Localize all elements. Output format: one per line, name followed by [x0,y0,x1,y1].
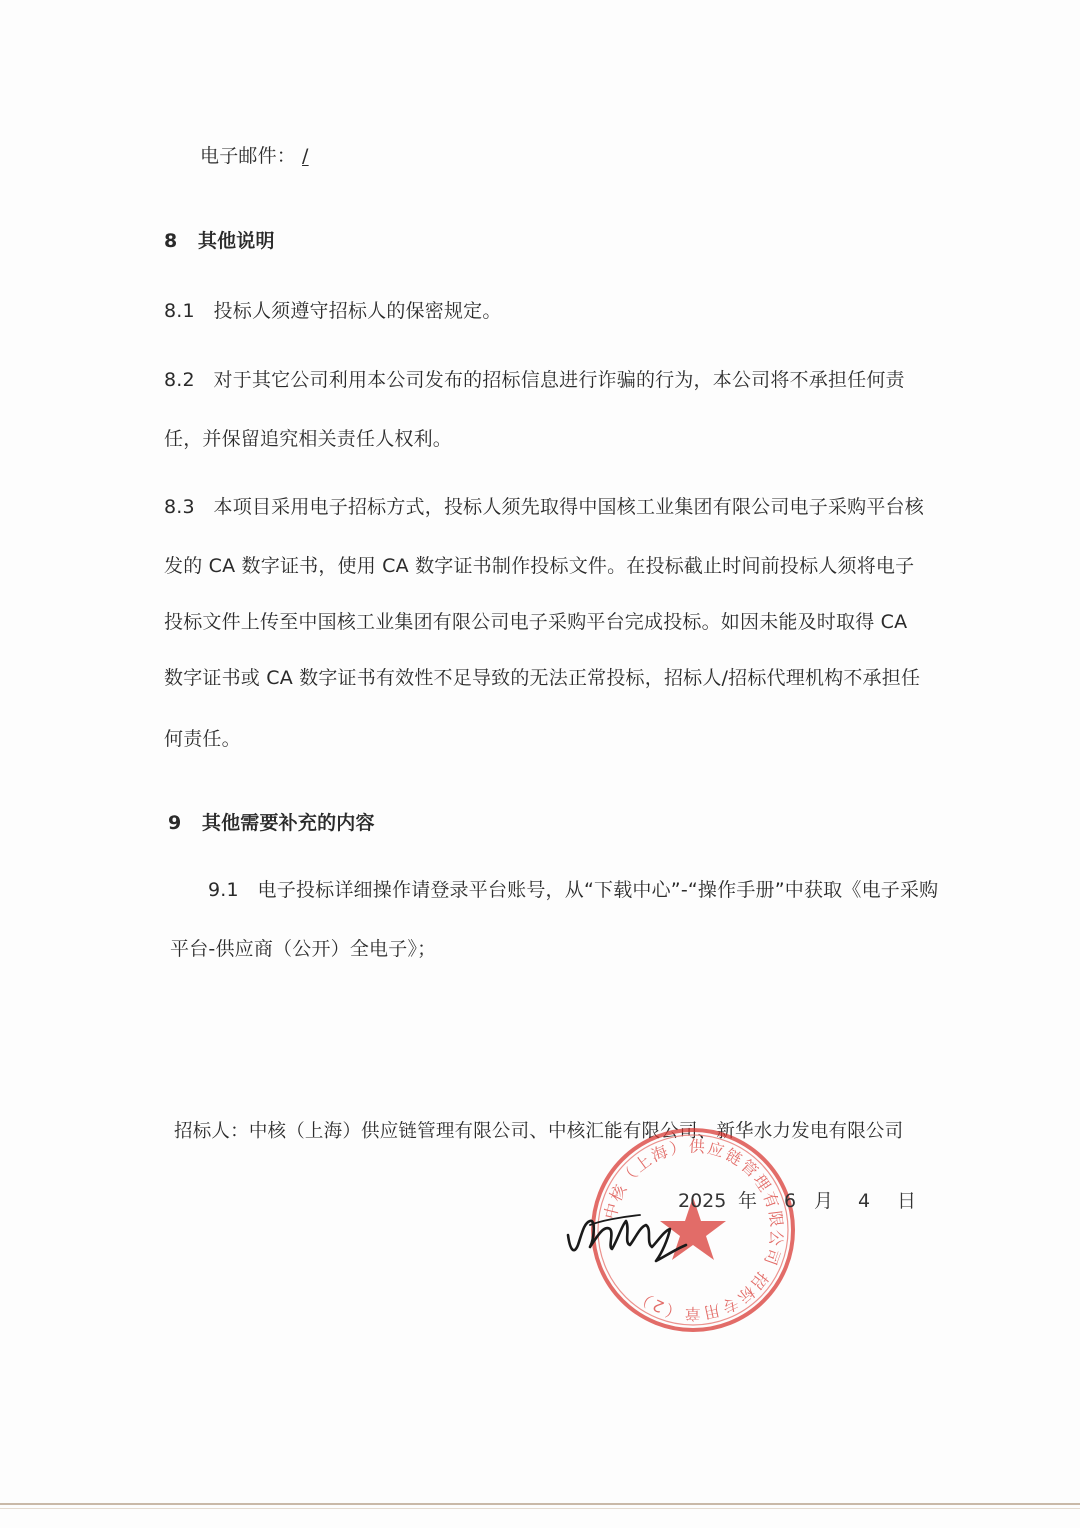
section-8-title: 其他说明 [197,230,275,252]
date-year-unit: 年 [738,1190,758,1212]
item-8-3-line-3: 投标文件上传至中国核工业集团有限公司电子采购平台完成投标。如因未能及时取得 CA [164,611,908,633]
email-value: / [302,145,309,167]
item-8-3-line-5: 何责任。 [164,728,241,750]
bottom-edge-line-secondary [0,1508,1080,1509]
item-9-1-line-1: 电子投标详细操作请登录平台账号，从“下载中心”-“操作手册”中获取《电子采购 [257,879,939,901]
item-8-3-line-2: 发的 CA 数字证书，使用 CA 数字证书制作投标文件。在投标截止时间前投标人须将电子 [164,555,915,577]
tenderer-value: 中核（上海）供应链管理有限公司、中核汇能有限公司、新华水力发电有限公司 [248,1121,904,1142]
item-8-1-line-1: 投标人须遵守招标人的保密规定。 [213,300,502,322]
item-8-3-line-1: 本项目采用电子招标方式，投标人须先取得中国核工业集团有限公司电子采购平台核 [213,496,924,518]
date-day: 4 [858,1190,871,1212]
date-month-unit: 月 [814,1190,834,1212]
item-8-2 [164,367,905,393]
item-8-1 [164,298,502,324]
section-8-heading [164,228,275,254]
section-9-number: 9 [168,812,182,834]
handwritten-signature [560,1195,695,1275]
date-month: 6 [784,1190,797,1212]
section-9-heading [168,810,375,836]
bottom-edge-line [0,1503,1080,1505]
date-day-unit: 日 [897,1190,917,1212]
date-year: 2025 [678,1190,727,1212]
item-9-1-number: 9.1 [208,879,239,901]
email-label: 电子邮件： [200,145,297,167]
email-line [200,143,309,169]
tenderer-label: 招标人： [174,1121,249,1142]
section-9-title: 其他需要补充的内容 [201,812,375,834]
item-8-1-number: 8.1 [164,300,195,322]
item-8-3-line-4: 数字证书或 CA 数字证书有效性不足导致的无法正常投标，招标人/招标代理机构不承担任 [164,667,921,689]
item-8-3-number: 8.3 [164,496,195,518]
seal-text: 中核（上海）供应链管理有限公司 招标专用章（2） [600,1136,787,1324]
item-8-2-number: 8.2 [164,369,195,391]
section-8-number: 8 [164,230,178,252]
item-8-2-line-1: 对于其它公司利用本公司发布的招标信息进行诈骗的行为，本公司将不承担任何责 [213,369,905,391]
item-8-2-line-2: 任，并保留追究相关责任人权利。 [164,428,453,450]
item-9-1-line-2: 平台-供应商（公开）全电子》； [170,938,437,960]
item-9-1 [208,877,938,903]
item-8-3 [164,494,924,520]
